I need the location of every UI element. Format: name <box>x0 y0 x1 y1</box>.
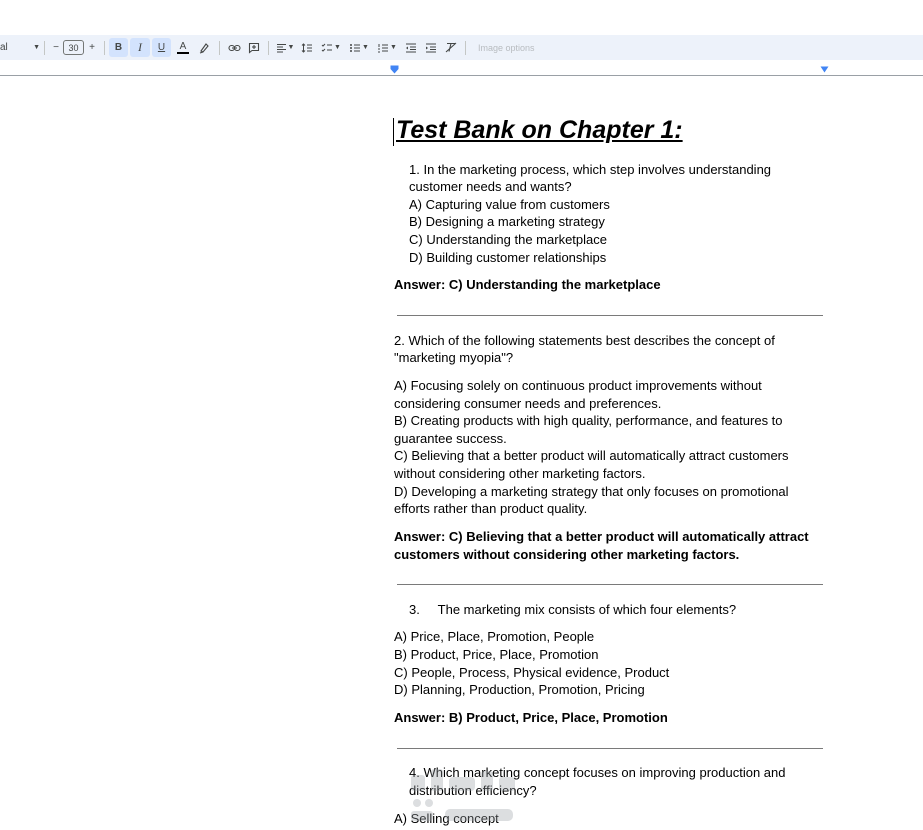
question-1-option-a: A) Capturing value from customers <box>409 197 610 212</box>
chevron-down-icon: ▼ <box>33 44 40 51</box>
toolbar-divider <box>465 41 466 55</box>
question-3-option-d: D) Planning, Production, Promotion, Pricing <box>394 682 645 697</box>
increase-indent-icon <box>425 43 437 53</box>
increase-indent-button[interactable] <box>421 38 441 57</box>
question-3-option-b: B) Product, Price, Place, Promotion <box>394 647 599 662</box>
add-comment-icon <box>248 42 260 54</box>
question-4-text: distribution efficiency? <box>409 783 537 798</box>
image-options-button[interactable]: Image options <box>478 42 535 53</box>
chevron-down-icon: ▼ <box>334 44 341 51</box>
chevron-down-icon: ▼ <box>287 44 295 51</box>
highlight-color-button[interactable] <box>193 38 215 57</box>
question-2-answer: Answer: C) Believing that a better product will automatically attract <box>394 529 809 544</box>
text-color-button[interactable] <box>173 38 193 57</box>
toolbar-divider <box>268 41 269 55</box>
question-3-option-c: C) People, Process, Physical evidence, Product <box>394 665 670 680</box>
clear-formatting-button[interactable] <box>441 38 461 57</box>
chevron-down-icon: ▼ <box>362 44 369 51</box>
decrease-font-size-button[interactable] <box>49 38 63 57</box>
bulleted-list-icon <box>349 43 361 53</box>
question-1-option-c: C) Understanding the marketplace <box>409 232 607 247</box>
question-2-option-c: without considering other marketing factors. <box>394 466 646 481</box>
document-title: Test Bank on Chapter 1: <box>396 116 683 144</box>
question-1-answer: Answer: C) Understanding the marketplace <box>394 277 661 292</box>
question-2-option-c: C) Believing that a better product will automatically attract customers <box>394 448 789 463</box>
chevron-down-icon: ▼ <box>390 44 397 51</box>
question-1-text: customer needs and wants? <box>409 179 572 194</box>
increase-font-size-button[interactable] <box>84 38 100 57</box>
numbered-list-select[interactable] <box>373 38 401 57</box>
underline-button[interactable] <box>152 38 171 57</box>
insert-link-button[interactable] <box>224 38 244 57</box>
horizontal-divider <box>397 584 823 585</box>
plus-icon: + <box>89 42 95 53</box>
numbered-list-icon <box>377 43 389 53</box>
question-4-text: 4. Which marketing concept focuses on improving production and <box>409 765 786 780</box>
question-1-text: 1. In the marketing process, which step involves understanding <box>409 162 772 177</box>
question-2-option-d: D) Developing a marketing strategy that only focuses on promotional <box>394 484 789 499</box>
right-indent-marker-icon[interactable] <box>820 66 829 73</box>
bold-icon: B <box>114 42 123 53</box>
align-select[interactable] <box>273 38 297 57</box>
bulleted-list-select[interactable] <box>345 38 373 57</box>
question-2-answer: customers without considering other marketing factors. <box>394 547 740 562</box>
decrease-indent-icon <box>405 43 417 53</box>
question-2-text: "marketing myopia"? <box>394 350 514 365</box>
checklist-select[interactable] <box>317 38 345 57</box>
question-2-option-a: considering consumer needs and preferences. <box>394 396 662 411</box>
decrease-indent-button[interactable] <box>401 38 421 57</box>
underline-icon: U <box>157 42 166 53</box>
italic-icon: I <box>138 40 142 54</box>
link-icon <box>228 43 241 53</box>
question-3-option-a: A) Price, Place, Promotion, People <box>394 629 595 644</box>
horizontal-ruler <box>0 60 923 76</box>
question-2-option-a: A) Focusing solely on continuous product improvements without <box>394 378 762 393</box>
top-bar <box>0 0 923 35</box>
add-comment-button[interactable] <box>244 38 264 57</box>
highlighter-icon <box>198 42 210 54</box>
bold-button[interactable] <box>109 38 128 57</box>
question-2-option-b: B) Creating products with high quality, performance, and features to <box>394 413 783 428</box>
line-spacing-icon <box>301 43 313 53</box>
minus-icon: − <box>53 42 59 53</box>
question-1-option-d: D) Building customer relationships <box>409 250 607 265</box>
question-4-option-a: A) Selling concept <box>394 811 499 826</box>
left-indent-marker-icon[interactable] <box>390 65 399 74</box>
font-family-value: al <box>0 42 8 53</box>
question-2-text: 2. Which of the following statements best describes the concept of <box>394 333 775 348</box>
align-left-icon <box>276 43 287 53</box>
toolbar-divider <box>104 41 105 55</box>
question-3-text: 3. The marketing mix consists of which four elements? <box>409 602 737 617</box>
checklist-icon <box>321 43 333 53</box>
horizontal-divider <box>397 748 823 749</box>
toolbar-divider <box>219 41 220 55</box>
font-size-input[interactable]: 30 <box>63 40 84 55</box>
question-1-option-b: B) Designing a marketing strategy <box>409 214 605 229</box>
italic-button[interactable] <box>130 38 150 57</box>
font-family-select[interactable] <box>0 38 40 57</box>
formatting-toolbar <box>0 35 923 60</box>
horizontal-divider <box>397 315 823 316</box>
toolbar-divider <box>44 41 45 55</box>
clear-formatting-icon <box>445 42 457 53</box>
line-spacing-button[interactable] <box>297 38 317 57</box>
question-2-option-b: guarantee success. <box>394 431 507 446</box>
text-cursor <box>393 118 394 146</box>
text-color-icon: A <box>177 42 189 54</box>
question-3-answer: Answer: B) Product, Price, Place, Promotion <box>394 710 668 725</box>
question-2-option-d: efforts rather than product quality. <box>394 501 588 516</box>
